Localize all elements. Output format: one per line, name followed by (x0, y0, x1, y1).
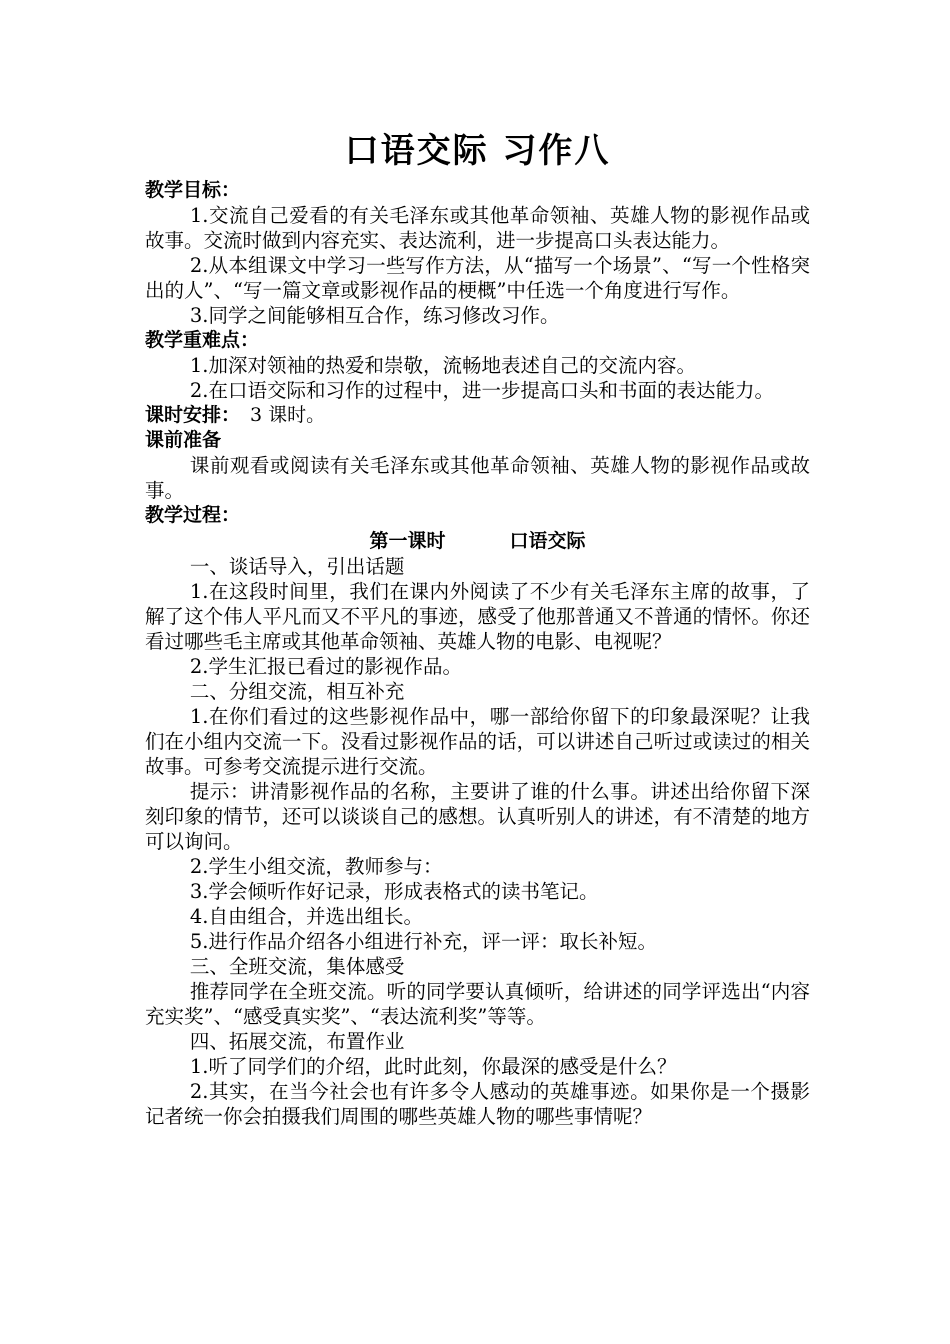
document-title: 口语交际 习作八 (344, 131, 611, 171)
key-point-item-2: 2.在口语交际和习作的过程中，进一步提高口头和书面的表达能力。 (189, 379, 774, 402)
process-step-2-heading: 二、分组交流，相互补充 (189, 680, 405, 703)
process-heading: 教学过程： (145, 504, 241, 526)
goal-item-1: 1.交流自己爱看的有关毛泽东或其他革命领袖、英雄人物的影视作品或故事。交流时做到内容充实、表达流利，进一步提高口头表达能力。 (145, 204, 810, 252)
goal-item-2: 2.从本组课文中学习一些写作方法，从“描写一个场景”、“写一个性格突出的人”、“写一篇文章或影视作品的梗概”中任选一个角度进行写作。 (145, 254, 810, 302)
lesson-name: 口语交际 (509, 530, 586, 552)
process-paragraph: 2.其实，在当今社会也有许多令人感动的英雄事迹。如果你是一个摄影记者统一你会拍摄我们周围的哪些英雄人物的哪些事情呢？ (145, 1080, 810, 1128)
process-step-3-heading: 三、全班交流，集体感受 (189, 955, 405, 978)
key-point-item-1: 1.加深对领袖的热爱和崇敬，流畅地表述自己的交流内容。 (189, 354, 696, 377)
process-paragraph: 4.自由组合，并选出组长。 (189, 905, 423, 928)
process-paragraph: 1.在你们看过的这些影视作品中，哪一部给你留下的印象最深呢？让我们在小组内交流一下。没看过影视作品的话，可以讲述自己听过或读过的相关故事。可参考交流提示进行交流。 (145, 705, 810, 778)
process-paragraph: 2.学生汇报已看过的影视作品。 (189, 655, 462, 678)
goal-item-3: 3.同学之间能够相互合作，练习修改习作。 (189, 304, 560, 327)
schedule-heading: 课时安排： (145, 404, 241, 426)
schedule-value: 3 课时。 (250, 404, 326, 426)
process-hint: 提示：讲清影视作品的名称，主要讲了谁的什么事。讲述出给你留下深刻印象的情节，还可以谈谈自己的感想。认真听别人的讲述，有不清楚的地方可以询问。 (145, 780, 810, 853)
goals-heading: 教学目标： (145, 179, 241, 201)
key-points-heading: 教学重难点： (145, 329, 260, 351)
process-step-4-heading: 四、拓展交流，布置作业 (189, 1030, 405, 1053)
document-page (145, 128, 810, 1129)
lesson-title (145, 528, 810, 554)
process-paragraph: 1.听了同学们的介绍，此时此刻，你最深的感受是什么？ (189, 1055, 677, 1078)
lesson-label: 第一课时 (369, 530, 446, 552)
preparation-heading: 课前准备 (145, 429, 222, 451)
process-paragraph: 推荐同学在全班交流。听的同学要认真倾听，给讲述的同学评选出“内容充实奖”、“感受真实奖”、“表达流利奖”等等。 (145, 980, 810, 1028)
process-paragraph: 1.在这段时间里，我们在课内外阅读了不少有关毛泽东主席的故事，了解了这个伟人平凡而又不平凡的事迹，感受了他那普通又不普通的情怀。你还看过哪些毛主席或其他革命领袖、英雄人物的电影、电视呢？ (145, 580, 810, 653)
schedule-line (145, 403, 810, 428)
process-paragraph: 2.学生小组交流，教师参与： (189, 855, 443, 878)
process-step-1-heading: 一、谈话导入，引出话题 (189, 555, 405, 578)
process-paragraph: 3.学会倾听作好记录，形成表格式的读书笔记。 (189, 880, 599, 903)
process-paragraph: 5.进行作品介绍各小组进行补充，评一评：取长补短。 (189, 930, 657, 953)
preparation-text: 课前观看或阅读有关毛泽东或其他革命领袖、英雄人物的影视作品或故事。 (145, 454, 810, 502)
